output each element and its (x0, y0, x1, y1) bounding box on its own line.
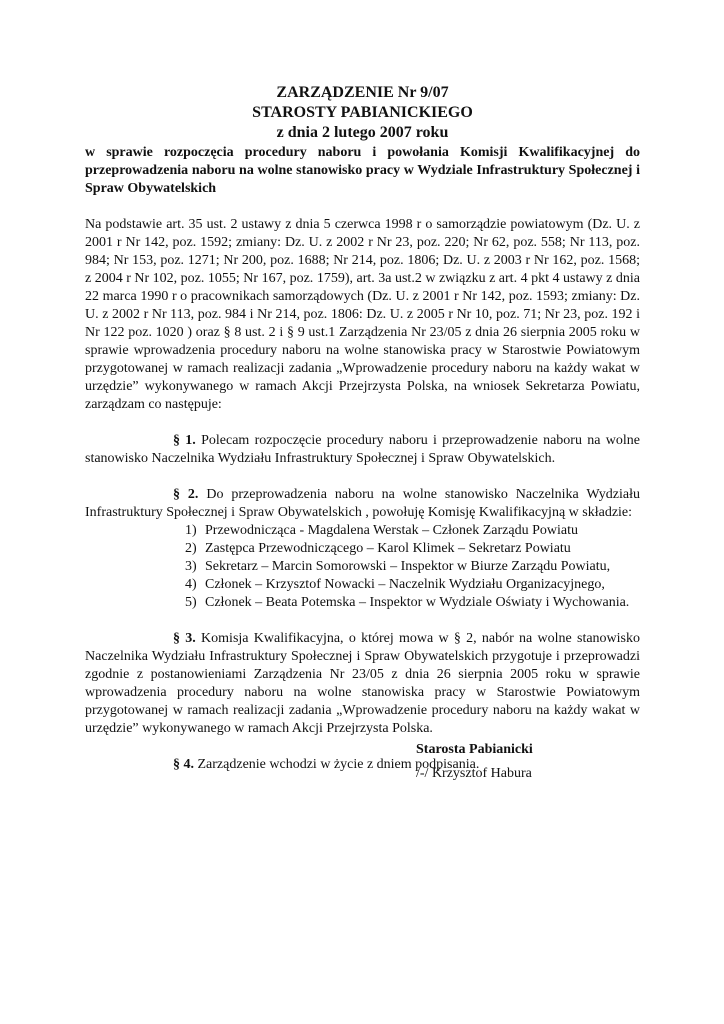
list-item (185, 576, 640, 594)
section-4-number: § 4. (173, 757, 194, 772)
list-item-text: Zastępca Przewodniczącego – Karol Klimek – Sekretarz Powiatu (205, 541, 571, 556)
signature-block (416, 738, 533, 786)
document-header (85, 83, 640, 143)
list-item (185, 522, 640, 540)
list-item-text: Członek – Krzysztof Nowacki – Naczelnik Wydziału Organizacyjnego, (205, 577, 605, 592)
section-3-text: Komisja Kwalifikacyjna, o której mowa w § 2, nabór na wolne stanowisko Naczelnika Wydziału Infrastruktury Społecznej i Spraw Obywatelskich przygotuje i przeprowadzi zgodnie z postanowieniami Zarządzenia Nr 23/05 z dnia 26 sierpnia 2005 roku w sprawie wprowadzenia procedury naboru na wolne stanowiska pracy w Starostwie Powiatowym przygotowanej w ramach realizacji zadania „Wprowadzenie procedury naboru na każdy wakat w urzędzie” wykonywanego w ramach Akcji Przejrzysta Polska. (85, 631, 641, 736)
list-item-text: Członek – Beata Potemska – Inspektor w Wydziale Oświaty i Wychowania. (205, 595, 630, 610)
section-2-number: § 2. (173, 487, 199, 502)
list-item (185, 558, 640, 576)
signatory-title: Starosta Pabianicki (416, 742, 533, 757)
list-item-number: 5) (185, 595, 197, 610)
section-1-number: § 1. (173, 433, 196, 448)
header-issuer: STAROSTY PABIANICKIEGO (252, 104, 473, 121)
section-4 (85, 756, 640, 774)
header-date: z dnia 2 lutego 2007 roku (276, 124, 449, 141)
section-1 (85, 432, 640, 468)
list-item (185, 540, 640, 558)
document-page (85, 83, 640, 774)
section-2 (85, 486, 640, 522)
signatory-name: /-/ Krzysztof Habura (416, 766, 532, 781)
section-3 (85, 630, 640, 738)
list-item-number: 1) (185, 523, 197, 538)
list-item-text: Przewodnicząca - Magdalena Werstak – Członek Zarządu Powiatu (205, 523, 578, 538)
list-item-text: Sekretarz – Marcin Somorowski – Inspektor w Biurze Zarządu Powiatu, (205, 559, 611, 574)
list-item-number: 3) (185, 559, 197, 574)
legal-basis-paragraph: Na podstawie art. 35 ust. 2 ustawy z dnia 5 czerwca 1998 r o samorządzie powiatowym (Dz. U. z 2001 r Nr 142, poz. 1592; zmiany: Dz. U. z 2002 r Nr 23, poz. 220; Nr 62, poz. 558; Nr 113, poz. 984; Nr 153, poz. 1271; Nr 200, poz. 1688; Nr 214, poz. 1806; Dz. U. z 2003 r Nr 162, poz. 1568; z 2004 r Nr 102, poz. 1055; Nr 167, poz. 1759), art. 3a ust.2 w związku z art. 4 pkt 4 ustawy z dnia 22 marca 1990 r o pracownikach samorządowych (Dz. U. z 2001 r Nr 142, poz. 1593; zmiany: Dz. U. z 2002 r Nr 113, poz. 984 i Nr 214, poz. 1806: Dz. U. z 2005 r Nr 10, poz. 71; Nr 23, poz. 192 i Nr 122 poz. 1020 ) oraz § 8 ust. 2 i § 9 ust.1 Zarządzenia Nr 23/05 z dnia 26 sierpnia 2005 roku w sprawie wprowadzenia procedury naboru na wolne stanowiska pracy w Starostwie Powiatowym przygotowanej w ramach realizacji zadania „Wprowadzenie procedury naboru na każdy wakat w urzędzie” wykonywanego w ramach Akcji Przejrzysta Polska, na wniosek Sekretarza Powiatu, zarządzam co następuje: (85, 217, 640, 412)
section-2-text: Do przeprowadzenia naboru na wolne stanowisko Naczelnika Wydziału Infrastruktury Społecznej i Spraw Obywatelskich , powołuję Komisję Kwalifikacyjną w składzie: (85, 487, 641, 520)
document-subject: w sprawie rozpoczęcia procedury naboru i powołania Komisji Kwalifikacyjnej do przeprowadzenia naboru na wolne stanowisko pracy w Wydziale Infrastruktury Społecznej i Spraw Obywatelskich (85, 145, 640, 196)
section-4-text: Zarządzenie wchodzi w życie z dniem podpisania. (194, 757, 480, 772)
section-3-number: § 3. (173, 631, 196, 646)
section-1-text: Polecam rozpoczęcie procedury naboru i przeprowadzenie naboru na wolne stanowisko Naczelnika Wydziału Infrastruktury Społecznej i Spraw Obywatelskich. (85, 433, 640, 466)
header-title: ZARZĄDZENIE Nr 9/07 (276, 84, 449, 101)
commission-members-list (85, 522, 640, 612)
list-item-number: 2) (185, 541, 197, 556)
list-item (185, 594, 640, 612)
list-item-number: 4) (185, 577, 197, 592)
